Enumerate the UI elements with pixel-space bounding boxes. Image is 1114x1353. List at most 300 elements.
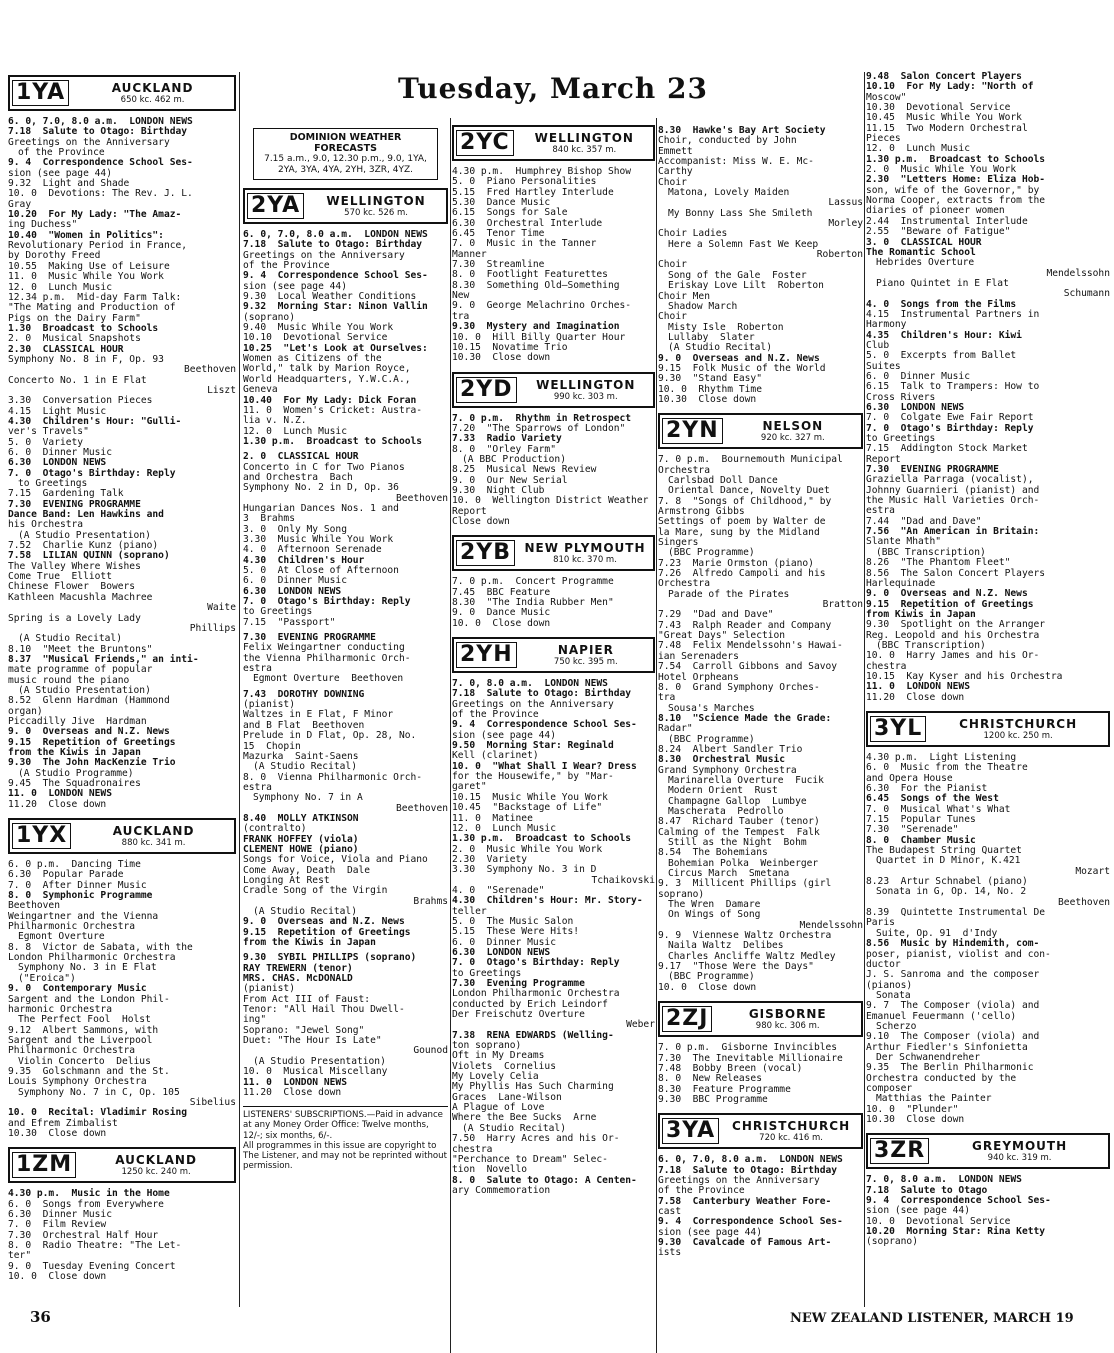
programme-line: Sargent and the Liverpool	[8, 1034, 153, 1046]
programme-line: 7. 0 p.m. Gisborne Invincibles	[658, 1042, 838, 1054]
programme-line: Harmony	[866, 319, 907, 331]
programme-line: Prelude in D Flat, Op. 28, No.	[243, 730, 417, 742]
programme-line: 9.30 Spotlight on the Arranger	[866, 619, 1046, 631]
programme-line: 10. 0 Rhythm Time	[658, 383, 762, 395]
programme-line: Matthias the Painter	[876, 1093, 992, 1105]
station-callsign: 2YN	[662, 418, 723, 444]
subscription-notice: LISTENERS' SUBSCRIPTIONS.—Paid in advance at any Money Order Office: Twelve months, 12/-; six months, 6/-. All programmes in this issue are copyright to The Listener, and may not be reprinted without permission.	[243, 1106, 448, 1171]
programme-line: 7. 0 Colgate Ewe Fair Report	[866, 412, 1034, 424]
programme-line: 8.39 Quintette Instrumental De	[866, 907, 1046, 919]
programme-line: 9. 0 Contemporary Music	[8, 983, 147, 995]
programme-line: 9.17 "Those Were the Days"	[658, 961, 814, 973]
programme-line: 8.56 The Salon Concert Players	[866, 567, 1046, 579]
programme-line: chestra	[452, 1143, 493, 1155]
programme-line: Reg. Leopold and his Orchestra	[866, 629, 1040, 641]
programme-line: 5. 0 Piano Personalities	[452, 176, 597, 188]
station-callsign: 1YA	[12, 80, 69, 106]
programme-line: Emmett	[658, 145, 693, 157]
programme-line: Beethoven	[396, 802, 448, 814]
station-frequency: 1200 kc. 250 m.	[983, 730, 1053, 741]
programme-line: 9.30 SYBIL PHILLIPS (soprano)	[243, 952, 417, 964]
programme-line: Sousa's Marches	[668, 702, 755, 714]
station-name: AUCKLAND	[112, 824, 195, 839]
station-name: CHRISTCHURCH	[732, 1119, 851, 1134]
programme-line: 7. 0 After Dinner Music	[8, 879, 147, 891]
programme-line: 6.30 Popular Parade	[8, 869, 124, 881]
programme-line: to Greetings	[866, 433, 936, 445]
programme-line: conducted by Erich Leindorf	[452, 998, 608, 1010]
programme-line: My Bonny Lass She Smileth	[668, 207, 813, 219]
programme-line: Bohemian Polka Weinberger	[668, 857, 819, 869]
programme-line: estra	[243, 663, 272, 675]
programme-line: Paris	[866, 917, 895, 929]
programme-line: Settings of poem by Walter de	[658, 516, 826, 528]
programme-line: and B Flat Beethoven	[243, 719, 365, 731]
programme-line: tion Novello	[452, 1164, 528, 1176]
programme-line: 12. 0 Lunch Music	[452, 822, 556, 834]
programme-line: Cradle Song of the Virgin	[243, 885, 388, 897]
programme-line: 7. 0 Otago's Birthday: Reply	[243, 596, 411, 608]
station-badge-3zr	[866, 1133, 1110, 1169]
programme-line: Accompanist: Miss W. E. Mc-	[658, 156, 814, 168]
programme-line: 10. 0 Recital: Vladimir Rosing	[8, 1107, 188, 1119]
programme-line: 7.20 "The Sparrows of London"	[452, 422, 626, 434]
programme-line: 10.55 Making Use of Leisure	[8, 260, 170, 272]
programme-line: 4.35 Children's Hour: Kiwi	[866, 329, 1022, 341]
programme-line: (A Studio Recital)	[668, 342, 772, 354]
programme-line: Hotel Orpheans	[658, 671, 739, 683]
page-number: 36	[30, 1308, 51, 1326]
programme-line: Champagne Gallop Lumbye	[668, 795, 807, 807]
programme-line: tra	[452, 310, 470, 322]
programme-line: 9. 0 Overseas and N.Z. News	[8, 726, 170, 738]
programme-line: 7. 0 Otago's Birthday: Reply	[866, 422, 1034, 434]
programme-line: (pianist)	[243, 983, 295, 995]
programme-line: 9. 0 Overseas and N.Z. News	[866, 588, 1028, 600]
programme-line: 9.15 Repetition of Greetings	[8, 736, 176, 748]
programme-line: World Headquarters, Y.W.C.A.,	[243, 373, 411, 385]
programme-line: 7.15 "Passport"	[243, 616, 336, 628]
programme-line: sion (see page 44)	[8, 167, 112, 179]
programme-line: 2.44 Instrumental Interlude	[866, 215, 1028, 227]
programme-line: 10.20 Morning Star: Rina Ketty	[866, 1226, 1046, 1238]
programme-line: 10.25 "Let's Look at Ourselves:	[243, 342, 428, 354]
programme-line: to Greetings	[243, 606, 313, 618]
station-callsign: 3ZR	[870, 1138, 929, 1164]
programme-line: 8. 0 "Orley Farm"	[452, 443, 556, 455]
programme-line: Violets Cornelius	[452, 1060, 556, 1072]
programme-line: 9. 4 Correspondence School Ses-	[452, 719, 637, 731]
programme-line: J. S. Sanroma and the composer	[866, 969, 1040, 981]
programme-line: 9.48 Salon Concert Players	[866, 71, 1022, 82]
programme-line: (soprano)	[243, 311, 295, 323]
programme-line: Beethoven	[1058, 896, 1110, 908]
station-badge-3yl	[866, 711, 1110, 747]
programme-line: 9. 9 Viennese Waltz Orchestra	[658, 930, 832, 942]
programme-line: 10. 0 Close down	[658, 981, 757, 993]
station-callsign: 1ZM	[12, 1152, 76, 1178]
programme-line: tra	[658, 692, 676, 704]
programme-line: 7.43 DOROTHY DOWNING	[243, 688, 365, 700]
programme-line: Choir	[658, 176, 687, 188]
programme-line: Come Away, Death Dale	[243, 864, 371, 876]
column-5	[866, 72, 1110, 1300]
programme-line: Misty Isle Roberton	[668, 321, 784, 333]
programme-line: Grand Symphony Orchestra	[658, 764, 797, 776]
programme-line: Moscow"	[866, 91, 907, 103]
programme-line: poser, pianist, violist and con-	[866, 948, 1051, 960]
programme-line: Come True Elliott	[8, 571, 112, 583]
programme-line: Lullaby Slater	[668, 331, 755, 343]
programme-line: Pieces	[866, 133, 901, 145]
programme-line: Concerto No. 1 in E Flat	[8, 374, 147, 386]
programme-line: the Vienna Philharmonic Orch-	[243, 652, 411, 664]
programme-line: 9.15 Folk Music of the World	[658, 362, 826, 374]
station-badge-2yb	[452, 535, 655, 571]
programme-line: Hungarian Dances Nos. 1 and	[243, 502, 399, 514]
programme-line: 7.30 EVENING PROGRAMME	[243, 632, 376, 644]
programme-line: 9.32 Light and Shade	[8, 178, 130, 190]
station-callsign: 2ZJ	[662, 1006, 712, 1032]
programme-line: 8. 0 Chamber Music	[866, 834, 976, 846]
programme-line: harmonic Orchestra	[8, 1003, 112, 1015]
programme-line: 8.10 "Science Made the Grade:	[658, 712, 832, 724]
station-frequency: 750 kc. 395 m.	[553, 657, 618, 668]
programme-line: 7.56 "An American in Britain:	[866, 526, 1040, 538]
programme-line: 8.52 Glenn Hardman (Hammond	[8, 695, 170, 707]
programme-line: 10. 0 "What Shall I Wear? Dress	[452, 760, 637, 772]
station-name: NEW PLYMOUTH	[524, 541, 646, 556]
programme-line: 7.33 Radio Variety	[452, 433, 562, 445]
programme-line: 7.58 Canterbury Weather Fore-	[658, 1195, 832, 1207]
programme-line: Orchestra	[658, 578, 710, 590]
station-badge-2zj	[658, 1001, 863, 1037]
programme-line: 11. 0 Music While You Work	[8, 271, 164, 283]
programme-line: 7.38 RENA EDWARDS (Welling-	[452, 1029, 614, 1041]
programme-line: diaries of pioneer women	[866, 205, 1005, 217]
programme-line: Liszt	[207, 384, 236, 396]
programme-line: 6.30 LONDON NEWS	[452, 946, 551, 958]
programme-line: 7. 0 Otago's Birthday: Reply	[452, 957, 620, 969]
programme-line: Greetings on the Anniversary	[8, 136, 170, 148]
programme-line: ton soprano)	[452, 1040, 522, 1052]
station-callsign: 2YB	[456, 540, 515, 566]
programme-line: 6. 0 Dinner Music	[243, 575, 347, 587]
programme-line: 4.30 p.m. Humphrey Bishop Show	[452, 166, 632, 177]
programme-line: to Greetings	[452, 967, 522, 979]
programme-2zj	[658, 1043, 863, 1105]
programme-line: organ)	[8, 705, 43, 717]
programme-line: Gray	[8, 198, 32, 210]
programme-line: Arthur Fiedler's Sinfonietta	[866, 1041, 1028, 1053]
programme-line: 6.15 Talk to Trampers: How to	[866, 381, 1040, 393]
programme-line: 11. 0 Matinee	[452, 812, 533, 824]
station-frequency: 990 kc. 303 m.	[553, 391, 618, 402]
programme-line: 10.45 Music While You Work	[866, 112, 1022, 124]
programme-line: 7. 0 Film Review	[8, 1219, 107, 1231]
programme-line: Oriental Dance, Novelty Duet	[668, 485, 830, 497]
programme-line: the Music Hall Varieties Orch-	[866, 495, 1040, 507]
programme-line: ian Serenaders	[658, 650, 739, 662]
programme-line: 9. 0 Overseas and N.Z. News	[658, 352, 820, 364]
station-frequency: 940 kc. 319 m.	[987, 1153, 1052, 1164]
programme-line: Suite, Op. 91 d'Indy	[876, 927, 998, 939]
programme-line: estra	[243, 781, 272, 793]
programme-line: Suites	[866, 360, 901, 372]
programme-line: 8. 0 Footlight Featurettes	[452, 269, 608, 281]
programme-line: for the Housewife," by "Mar-	[452, 771, 614, 783]
programme-line: Mozart	[1075, 865, 1110, 877]
programme-line: 8. 0 Symphonic Programme	[8, 890, 153, 902]
programme-line: 10.30 Close down	[452, 352, 551, 364]
programme-line: (soprano)	[866, 1236, 918, 1248]
programme-line: 4.30 p.m. Light Listening	[866, 751, 1017, 763]
programme-line: 7. 0 Musical What's What	[866, 803, 1011, 815]
programme-3zr	[866, 1175, 1110, 1247]
programme-line: 10. 0 Devotions: The Rev. J. L.	[8, 188, 193, 200]
programme-line: 7.30 Streamline	[452, 259, 545, 271]
programme-line: (A Studio Presentation)	[18, 684, 151, 696]
programme-2yc	[452, 167, 655, 364]
programme-line: Duet: "The Hour Is Late"	[243, 1035, 382, 1047]
programme-line: 11.20 Close down	[8, 798, 107, 810]
station-name: AUCKLAND	[115, 1153, 197, 1168]
programme-line: Der Schwanendreher	[876, 1051, 980, 1063]
programme-line: (A Studio Recital)	[18, 633, 122, 645]
programme-line: 3.30 Symphony No. 3 in D	[452, 864, 597, 876]
programme-line: Close down	[452, 515, 510, 527]
programme-line: Tchaikovski	[591, 874, 655, 886]
programme-2yh	[452, 679, 655, 1196]
programme-line: Soprano: "Jewel Song"	[243, 1024, 365, 1036]
programme-line: 11.15 Two Modern Orchestral	[866, 122, 1028, 134]
programme-line: and Efrem Zimbalist	[8, 1117, 118, 1129]
programme-line: Modern Orient Rust	[668, 785, 778, 797]
programme-line: 9.30 Mystery and Imagination	[452, 321, 620, 333]
programme-line: On Wings of Song	[668, 909, 761, 921]
programme-line: 7.54 Carroll Gibbons and Savoy	[658, 661, 838, 673]
programme-line: of the Province	[243, 260, 330, 272]
programme-line: 1.30 p.m. Broadcast to Schools	[243, 435, 423, 447]
programme-line: 9. 4 Correspondence School Ses-	[8, 157, 193, 169]
programme-line: 10.15 Novatime Trio	[452, 341, 568, 353]
programme-line: 7.15 Popular Tunes	[866, 814, 976, 826]
programme-line: 5. 0 Variety	[8, 436, 84, 448]
programme-line: 10. 0 Musical Miscellany	[243, 1066, 388, 1078]
programme-line: 8. 8 Victor de Sabata, with the	[8, 941, 193, 953]
station-callsign: 2YA	[247, 193, 304, 219]
programme-line: 2. 0 Musical Snapshots	[8, 333, 141, 345]
programme-line: 9.40 Music While You Work	[243, 322, 394, 334]
programme-line: "Perchance to Dream" Selec-	[452, 1153, 608, 1165]
programme-line: 6. 0 Songs from Everywhere	[8, 1198, 164, 1210]
programme-line: 6.15 Songs for Sale	[452, 207, 568, 219]
programme-line: 7. 0 Otago's Birthday: Reply	[8, 467, 176, 479]
programme-line: 6. 0 Dinner Music	[452, 936, 556, 948]
station-callsign: 2YD	[456, 377, 517, 403]
programme-line: 10.15 Kay Kyser and his Orchestra	[866, 670, 1063, 682]
programme-line: 9.30 "Stand Easy"	[658, 373, 762, 385]
programme-line: Emanuel Feuermann ('cello)	[866, 1010, 1017, 1022]
programme-line: Greetings on the Anniversary	[243, 249, 405, 261]
programme-line: 4.30 Children's Hour: Mr. Story-	[452, 895, 643, 907]
programme-line: My Lovely Celia	[452, 1071, 539, 1083]
programme-line: Mendelssohn	[799, 919, 863, 931]
programme-line: 7. 8 "Songs of Childhood," by	[658, 495, 832, 507]
programme-line: 2.55 "Beware of Fatigue"	[866, 226, 1011, 238]
programme-line: Weingartner and the Vienna	[8, 910, 159, 922]
programme-line: Symphony No. 3 in E Flat	[18, 962, 157, 974]
programme-line: 8. 0 Grand Symphony Orches-	[658, 681, 820, 693]
programme-line: (A Studio Presentation)	[18, 529, 151, 541]
programme-line: Symphony No. 7 in A	[253, 792, 363, 804]
programme-line: 8.24 Albert Sandler Trio	[658, 743, 803, 755]
programme-line: Weber	[626, 1019, 655, 1031]
programme-line: Beethoven	[184, 364, 236, 376]
programme-line: and Orchestra Bach	[243, 471, 353, 483]
programme-line: ary Commemoration	[452, 1184, 551, 1196]
page-title: Tuesday, March 23	[397, 72, 708, 105]
programme-line: his Orchestra	[8, 519, 84, 531]
programme-line: Philharmonic Orchestra	[8, 1045, 136, 1057]
programme-line: 9.30 BBC Programme	[658, 1093, 768, 1105]
programme-line: 9. 0 Overseas and N.Z. News	[243, 916, 405, 928]
programme-line: 6. 0 p.m. Dancing Time	[8, 859, 141, 871]
programme-line: ver's Travels"	[8, 426, 89, 438]
programme-line: 8.25 Musical News Review	[452, 464, 597, 476]
programme-line: Tenor: "All Hail Thou Dwell-	[243, 1004, 405, 1016]
programme-line: 2. 0 Music While You Work	[866, 164, 1017, 176]
station-frequency: 980 kc. 306 m.	[755, 1021, 820, 1032]
programme-line: soprano)	[658, 888, 705, 900]
programme-line: 10.30 Devotional Service	[866, 102, 1011, 114]
programme-line: 10.30 Close down	[658, 393, 757, 405]
programme-line: (BBC Programme)	[668, 971, 755, 983]
programme-line: 6. 0 Dinner Music	[866, 370, 970, 382]
programme-line: 4.15 Instrumental Partners in	[866, 308, 1040, 320]
programme-line: 7.48 Felix Mendelssohn's Hawai-	[658, 640, 843, 652]
programme-line: (BBC Programme)	[668, 547, 755, 559]
station-name: NELSON	[762, 419, 824, 434]
programme-line: 8. 0 Salute to Otago: A Centen-	[452, 1174, 637, 1186]
programme-line: 9.45 The Squadronaires	[8, 778, 141, 789]
programme-line: 7. 0, 8.0 a.m. LONDON NEWS	[452, 678, 608, 690]
programme-line: 9. 7 The Composer (viola) and	[866, 1000, 1040, 1012]
programme-line: Harlequinade	[866, 577, 936, 589]
programme-line: Sargent and the London Phil-	[8, 993, 170, 1005]
station-name: CHRISTCHURCH	[959, 716, 1078, 731]
programme-line: 10.30 Close down	[8, 1127, 107, 1139]
programme-line: 7.15 Addington Stock Market	[866, 443, 1028, 455]
programme-line: 6. 0, 7.0, 8.0 a.m. LONDON NEWS	[8, 116, 193, 127]
programme-line: 8.30 Orchestral Music	[658, 754, 786, 766]
programme-line: Morley	[828, 218, 863, 230]
programme-line: "Great Days" Selection	[658, 630, 786, 642]
programme-line: Mascherata Pedrollo	[668, 805, 784, 817]
programme-line: Club	[866, 339, 890, 351]
programme-line: estra	[866, 505, 895, 517]
programme-line: Johnny Guarnieri (pianist) and	[866, 484, 1040, 496]
programme-line: chestra	[866, 660, 907, 672]
programme-line: (pianist)	[243, 699, 295, 711]
programme-line: 9.30 Cavalcade of Famous Art-	[658, 1236, 832, 1248]
programme-line: 4.15 Light Music	[8, 405, 107, 417]
programme-line: of the Province	[658, 1185, 745, 1197]
programme-line: 9. 4 Correspondence School Ses-	[866, 1195, 1051, 1207]
programme-line: Report	[452, 505, 487, 517]
programme-line: 9. 0 Our New Serial	[452, 474, 568, 486]
programme-line: 7.18 Salute to Otago: Birthday	[452, 688, 632, 700]
programme-line: Choir	[658, 311, 687, 323]
programme-line: Sibelius	[189, 1096, 236, 1108]
programme-line: Beethoven	[8, 900, 60, 912]
programme-line: 8. 0 New Releases	[658, 1073, 762, 1085]
programme-line: 7. 0 p.m. Bournemouth Municipal	[658, 454, 843, 466]
programme-line: composer	[866, 1082, 913, 1094]
programme-line: Bratton	[822, 599, 863, 611]
programme-line: 6. 0 Music from the Theatre	[866, 762, 1028, 774]
programme-line: Symphony No. 8 in F, Op. 93	[8, 353, 164, 365]
programme-line: 7.30 Evening Programme	[452, 978, 585, 989]
programme-line: 6.45 Songs of the West	[866, 793, 999, 805]
programme-line: 9. 0 Dance Music	[452, 607, 551, 619]
programme-line: Egmont Overture	[18, 931, 105, 943]
programme-line: CLEMENT HOWE (piano)	[243, 843, 359, 855]
programme-line: 3. 0 CLASSICAL HOUR	[866, 236, 982, 248]
programme-line: 7.30 EVENING PROGRAMME	[866, 464, 999, 476]
programme-line: 3.30 Conversation Pieces	[8, 395, 153, 407]
programme-line: Slante Mhath"	[866, 536, 942, 548]
programme-line: 5. 0 The Music Salon	[452, 915, 574, 927]
programme-line: 4. 0 Afternoon Serenade	[243, 544, 382, 556]
programme-line: ductor	[866, 958, 901, 970]
programme-line: son, wife of the Governor," by	[866, 184, 1040, 196]
programme-line: Louis Symphony Orchestra	[8, 1076, 147, 1088]
weather-times: 7.15 a.m., 9.0, 12.30 p.m., 9.0, 1YA, 2YA, 3YA, 4YA, 2YH, 3ZR, 4YZ.	[264, 154, 427, 175]
programme-line: 4. 0 "Serenade"	[452, 884, 545, 896]
programme-3yl	[866, 753, 1110, 1125]
programme-line: (A BBC Production)	[462, 453, 566, 465]
station-frequency: 1250 kc. 240 m.	[121, 1167, 191, 1178]
programme-line: London Philharmonic Orchestra	[452, 988, 620, 1000]
programme-line: 4.30 p.m. Music in the Home	[8, 1188, 170, 1200]
programme-line: 10.45 "Backstage of Life"	[452, 802, 603, 814]
programme-line: Waltzes in E Flat, F Minor	[243, 709, 394, 721]
programme-line: 6.30 LONDON NEWS	[8, 457, 107, 469]
programme-line: Geneva	[243, 384, 278, 396]
programme-line: lia v. N.Z.	[243, 415, 307, 427]
programme-line: From Act III of Faust:	[243, 993, 371, 1005]
programme-line: (contralto)	[243, 823, 307, 835]
programme-line: cast	[658, 1205, 682, 1217]
station-name: NAPIER	[557, 643, 614, 658]
column-1	[8, 72, 236, 1300]
programme-line: la Mare, sung by the Midland	[658, 526, 820, 538]
programme-line: Choir, conducted by John	[658, 135, 797, 147]
programme-line: The Budapest String Quartet	[866, 845, 1022, 857]
programme-line: Quartet in D Minor, K.421	[876, 855, 1021, 867]
programme-line: teller	[452, 905, 487, 917]
programme-line: 8.10 "Meet the Bruntons"	[8, 643, 153, 655]
station-frequency: 920 kc. 327 m.	[760, 433, 825, 444]
programme-line: 3. 0 Only My Song	[243, 523, 347, 535]
programme-line: New	[452, 290, 470, 302]
programme-line: MRS. CHAS. McDONALD	[243, 973, 353, 985]
programme-line: 4.30 Children's Hour	[243, 554, 365, 566]
station-frequency: 570 kc. 526 m.	[344, 208, 408, 218]
programme-1zm	[8, 1189, 236, 1282]
programme-2yb	[452, 577, 655, 629]
